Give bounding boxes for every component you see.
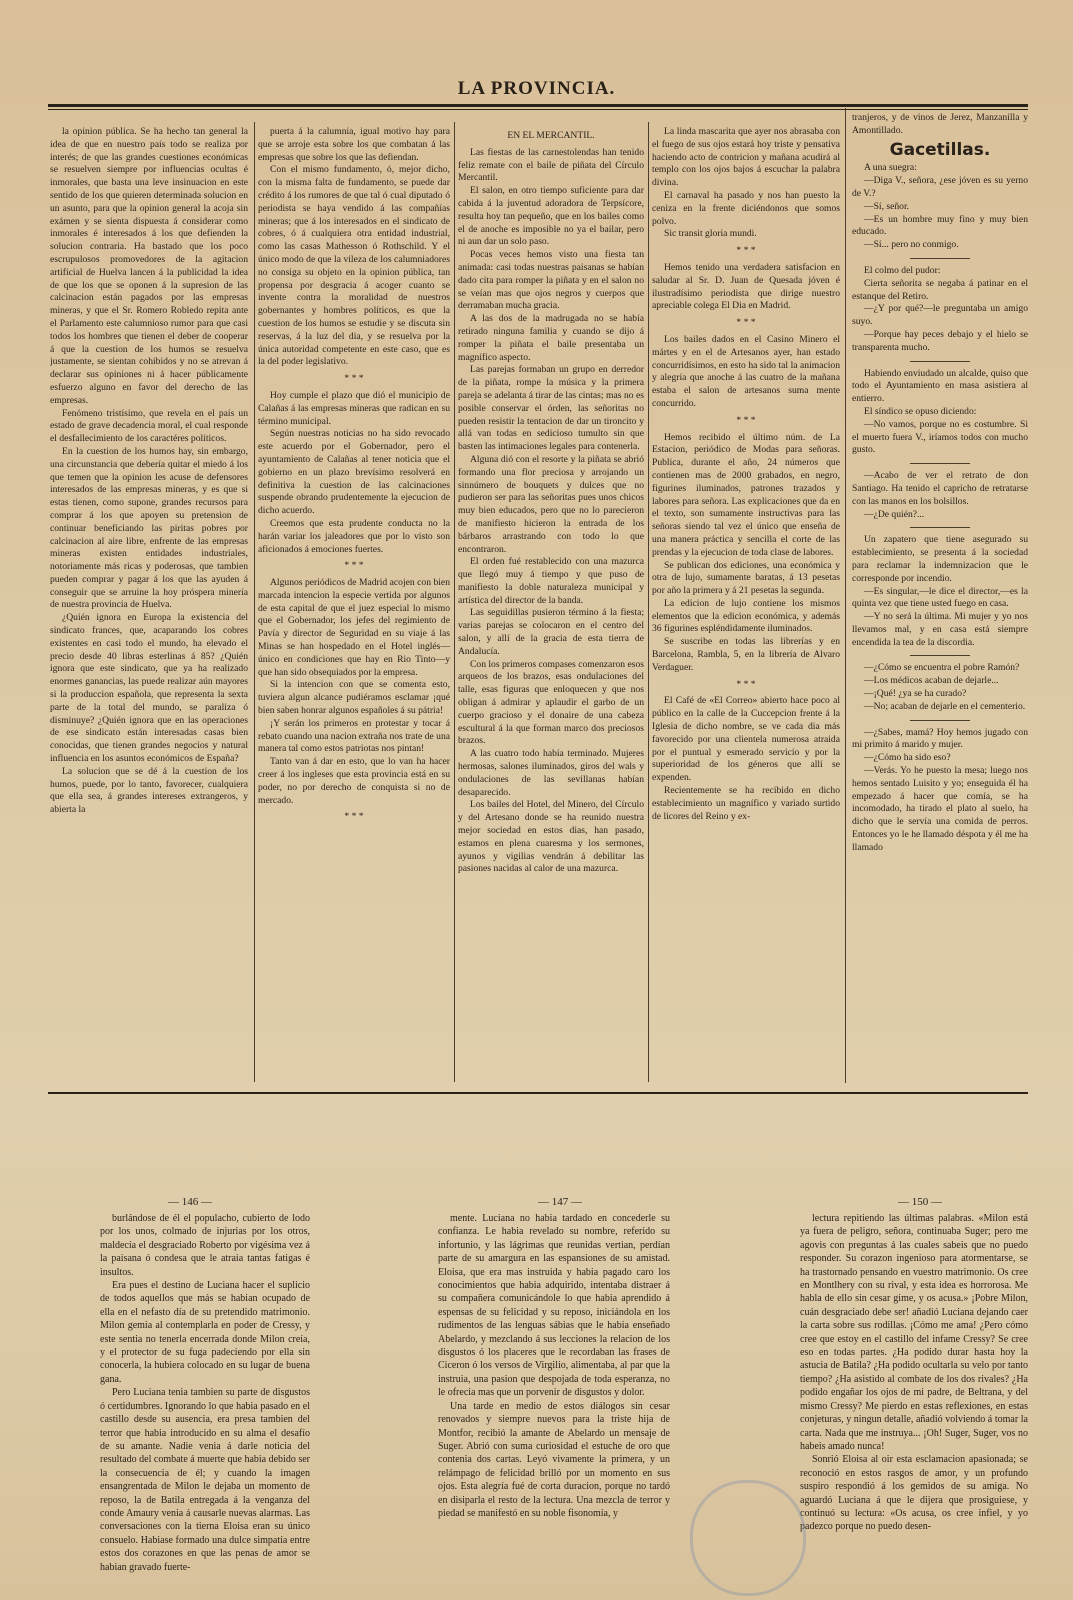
article-paragraph: puerta á la calumnia, igual motivo hay para que se arroje esta sobre los que combatan á las empresas que sobre los que las defiendan. (258, 126, 450, 163)
article-paragraph: ¡Y serán los primeros en protestar y tocar á rebato cuando una nacion extraña nos trate de una manera tal como estos patriotas nos pintan! (258, 717, 450, 755)
article-paragraph (852, 258, 1028, 259)
article-paragraph: A una suegra: (864, 162, 917, 174)
article-paragraph: El colmo del pudor: (864, 264, 941, 276)
divider-dash (910, 361, 970, 362)
column-divider (648, 122, 649, 1082)
book-page-number: — 146 — (168, 1196, 212, 1208)
article-paragraph: El salon, en otro tiempo suficiente para dar cabida á la juventud adoradora de Terpsícore, resulta hoy tan pequeño, que en los bailes como el de anoche es imposible no ya el bailar, pero ni aun dar un solo paso. (458, 185, 644, 248)
column-divider (845, 108, 846, 1083)
article-paragraph: Si la intencion con que se comenta esto, tuviera algun alcance pudiéramos esclamar ¡qué bien saben honrar algunos españoles á su pátria! (258, 679, 450, 717)
book-paragraph: Era pues el destino de Luciana hacer el suplicio de todos aquellos que más se habian ocupado de ella en el nefasto día de su pretendido matrimonio. Milon gemia al contemplarla en poder de Cressy, y este sentia no tenerla encerrada donde Milon creía, y el protector de su fuga padeciendo por ella sin conocerla, la hubiera colocado en su lugar de buena gana. (100, 1280, 310, 1385)
article-paragraph: ¿Quién ignora en Europa la existencia del sindicato frances, que, acaparando los cobres existentes en casi todo el mundo, ha elevado el precio desde 40 libras esterlinas á 85? ¿Quién ignora que este sindicato, que ya ha realizado enormes ganancias, las puede realizar aún mayores si la produccion española, que representa la sexta parte de la total del mundo, se paraliza ó disminuye? ¿Quién ignora que en las operaciones de ese sindicato están interesadas casas bien conocidas, que tienen grandes negocios y natural influencia en los asuntos económicos de España? (50, 612, 248, 765)
article-paragraph: Según nuestras noticias no ha sido revocado este acuerdo por el Gobernador, pero el ayuntamiento de Calañas al tener noticia que el gobierno en un plazo brevísimo resolverá en definitiva la cuestion de las calcinaciones suspende obrando prudentemente la ejecucion de dicho acuerdo. (258, 428, 450, 517)
article-paragraph: Se publican dos ediciones, una económica y otra de lujo, sumamente baratas, á 13 pesetas por año la primera y á 21 pesetas la segunda. (652, 559, 840, 597)
library-stamp (690, 1480, 806, 1596)
article-paragraph: la opinion pública. Se ha hecho tan general la idea de que en nuestro país todo se realiza por interés; de que las grandes cuestiones económicas se resuelven siempre por influencias ocultas é inmorales, que basta una leve insinuacion en este sentido de los que quieren determinada solucion en un asunto, para que la opinion general la acoja sin exámen y se sienta dispuesta á considerar como inmorales é interesados á los que defienden la solucion contraria. Ha bastado que los poco escrupulosos promovedores de la agitacion artificial de Huelva lancen á la publicidad la idea de que los que se oponen á la supresion de las calcinacion están pagados por las empresas mineras, y que el Sr. Romero Robledo repita ante el Parlamento este calumnioso rumor para que casi todos los hombres que tienen el deber de cooperar á que la cuestion de los humos se resuelva justamente, se sientan cohibidos y no se atrevan á declarar sus opiniones ni á hacer públicamente esfuerzo alguno en favor del derecho de las empresas. (50, 126, 248, 406)
article-paragraph: La linda mascarita que ayer nos abrasaba con el fuego de sus ojos estará hoy triste y pensativa haciendo acto de contricion y mañana acudirá al templo con los ojos bajos á escuchar la palabra divina. (652, 126, 840, 189)
gacetillas-heading: Gacetillas. (889, 139, 991, 160)
article-paragraph: Recientemente se ha recibido en dicho establecimiento un magnífico y variado surtido de licores del Reino y ex- (652, 785, 840, 822)
section-asterism: * * * (344, 373, 364, 385)
article-paragraph: El Café de «El Correo» abierto hace poco al público en la calle de la Cuccepcion frente á la Iglesia de dicho nombre, se ve cada dia más favorecido por una clientela numerosa atraida por el puntual y esmerado servicio y por la superioridad de los géneros que allí se expenden. (652, 695, 840, 784)
article-paragraph: —¿Y por qué?—le preguntaba un amigo suyo. (852, 303, 1028, 328)
article-paragraph: Alguna dió con el resorte y la piñata se abrió formando una flor preciosa y arrojando un sinnúmero de bouquets y dulces que no pudieron ser para las señoritas pues unos chicos muy bien educados, pero que no lo parecieron de manifiesto hicieron la entrada de los bárbaros arrastrando con todo lo que encontraron. (458, 453, 644, 555)
article-paragraph: Pocas veces hemos visto una fiesta tan animada: casi todas nuestras paisanas se habían dado cita para romper la piñata y en el salon no se veían mas que ojos negros y cuerpos que derramaban mucha gracia. (458, 249, 644, 312)
book-column-146 (100, 1212, 310, 1597)
article-paragraph: La solucion que se dé á la cuestion de los humos, puede, por lo tanto, favorecer, cualquiera que ella sea, á grandes intereses extrangeros, y abierta la (50, 765, 248, 816)
book-paragraph: Sonrió Eloisa al oir esta esclamacion apasionada; se reconoció en estos rasgos de amor, y un profundo suspiro respondió á los gemidos de su amiga. No aguardó Luciana á que le dijera que prosiguiese, y continuó su lectura: «Os acusa, os cree infiel, y yo padezco porque no puedo desen- (800, 1454, 1028, 1533)
article-paragraph: Hemos tenido una verdadera satisfacion en saludar al Sr. D. Juan de Quesada jóven é ilustradísimo periodista que dirige nuestro apreciable colega El Dia en Madrid. (652, 261, 840, 312)
article-paragraph: El carnaval ha pasado y nos han puesto la ceniza en la frente diciéndonos que somos polvo. (652, 189, 840, 227)
article-paragraph (852, 655, 1028, 656)
article-paragraph: Tanto van á dar en esto, que lo van ha hacer creer á los ingleses que esta provincia está en su poder, no por derecho de conquista si no de mercado. (258, 756, 450, 806)
article-paragraph: —Sí, señor. (864, 200, 910, 212)
column-divider (254, 122, 255, 1082)
article-paragraph: —¿Cómo se encuentra el pobre Ramón? (864, 662, 1020, 674)
divider-dash (910, 463, 970, 464)
article-paragraph (852, 527, 1028, 528)
section-rule (48, 1092, 1028, 1094)
article-paragraph (852, 720, 1028, 721)
article-paragraph: Se suscribe en todas las librerías y en Barcelona, Rambla, 5, en la librería de Alvaro Verdaguer. (652, 636, 840, 673)
article-paragraph: Los bailes del Hotel, del Minero, del Círculo y del Artesano donde se ha reunido nuestra mejor sociedad en estos dias, han pasado, estamos en plena cuaresma y los sermones, ayunos y vigilias vendrán á debilitar las pasiones nacidas al calor de una mazurca. (458, 799, 644, 875)
column-2 (258, 126, 450, 1086)
column-4 (652, 126, 840, 1086)
article-paragraph: Con los primeros compases comenzaron esos arqueos de los brazos, esas ondulaciones del talle, esas figuras que enloquecen y que nos obligan á admirar y aplaudir el garbo de un cuerpo gracioso y el donaire de una cabeza escultural á la que forman marco dos preciosos brazos. (458, 658, 644, 747)
gacetillas-intro: tranjeros, y de vinos de Jerez, Manzanilla y Amontillado. (852, 112, 1028, 136)
column-gacetillas (852, 112, 1028, 1087)
article-paragraph: A las cuatro todo había terminado. Mujeres hermosas, salones iluminados, giros del wals y ondulaciones de las sevillanas habían desaparecido. (458, 748, 644, 798)
article-paragraph: El orden fué restablecido con una mazurca que llegó muy á tiempo y que puso de manifiesto la doble naturaleza municipal y artística del director de la banda. (458, 556, 644, 606)
article-paragraph: Hoy cumple el plazo que dió el municipio de Calañas á las empresas mineras que radican en su término municipal. (258, 389, 450, 427)
column-1 (50, 126, 248, 1086)
divider-dash (910, 720, 970, 721)
article-paragraph: Las parejas formaban un grupo en derredor de la piñata, rompe la música y la primera pareja se adelanta á tirar de las cintas; mas no es posible conservar el órden, las señoritas no pueden resistir la tentacion de dar un tironcito y allá van todas en sedicioso tumulto sin que basten las intimaciones legales para contenerla. (458, 364, 644, 453)
book-column-150 (800, 1212, 1028, 1597)
article-paragraph: —Es un hombre muy fino y muy bien educado. (852, 213, 1028, 238)
article-paragraph: Fenómeno tristísimo, que revela en el país un estado de grave decadencia moral, el cual responde el desfallecimiento de los caractéres políticos. (50, 407, 248, 445)
article-paragraph: La edicion de lujo contiene los mismos elementos que la edicion económica, y además 36 figurines espléndidamente iluminados. (652, 597, 840, 635)
book-page-number: — 150 — (898, 1196, 942, 1208)
article-paragraph: Con el mismo fundamento, ó, mejor dicho, con la misma falta de fundamento, se puede dar crédito á los rumores de que tal ó cual diputado ó periodista se haya vendido á las compañías mineras; que á los interesados en el sindicato de cobres, ó á cualquiera otra entidad industrial, como las casas Mathesson ó Rothschild. Y el único modo de que la vileza de los calumniadores no consiga su objeto en la opinion pública, tan propensa por desgracia á acoger cuanto se invente contra la moralidad de nuestros gobernantes y hombres políticos, es que la cuestion de los humos se estudie y se discuta sin reservas, á la luz del dia, y se resuelva por la única autoridad competente en este caso, que es la del poder legislativo. (258, 164, 450, 368)
section-asterism: * * * (736, 317, 756, 329)
article-paragraph: —Sí... pero no conmigo. (864, 239, 959, 251)
book-paragraph: mente. Luciana no habia tardado en concederle su confianza. Le habia revelado su nombre, referido su infortunio, y las lágrimas que reunidas vertian, perdían parte de su amargura en las espansiones de su amistad. Eloisa, que era mas instruida y habia pagado caro los conocimientos que habia adquirido, intentaba distraer á su compañera comunicándole lo que habia aprendido á espensas de su felicidad y su reposo, iniciándola en los rudimentos de las lenguas sábias que le habia enseñado Abelardo, y mezclando á sus lecciones la relacion de los disgustos ó los placeres que le recordaban las frases de Ciceron ó los versos de Virgilio, alimentaba, al par que la instruia, una pasion que despojada de toda esperanza, no le ofrecia mas que un porvenir de disgustos y dolor. (438, 1213, 670, 1399)
article-paragraph: —Porque hay peces debajo y el hielo se transparenta mucho. (852, 328, 1028, 353)
column-divider (454, 122, 455, 1082)
book-paragraph: Una tarde en medio de estos diálogos sin cesar renovados y siempre nuevos para la triste hija de Montfor, recibió la amante de Abelardo un mensaje de Suger. Abrió con suma curiosidad el estuche de oro que contenia dos cartas. Leyó vivamente la primera, y un relámpago de felicidad brilló por un momento en sus ojos. Esta alegría fué de corta duracion, porque no tardó en disiparla el resto de la lectura. Una mezcla de terror y piedad se manifestó en su noble fisonomía, y (438, 1400, 670, 1519)
article-paragraph: Un zapatero que tiene asegurado su establecimiento, se presenta á la sociedad para reclamar la indemnizacion que le corresponde por incendio. (852, 534, 1028, 584)
article-paragraph: Las seguidillas pusieron término á la fiesta; varias parejas se colocaron en el centro del salon, y allí de la gracia de esta tierra de Andalucía. (458, 607, 644, 657)
book-column-147 (438, 1212, 670, 1597)
masthead-rule-thin (48, 109, 1028, 110)
article-paragraph: Habiendo enviudado un alcalde, quiso que todo el Ayuntamiento en masa asistiera al entierro. (852, 367, 1028, 405)
article-paragraph: —Es singular,—le dice el director,—es la quinta vez que tiene usted fuego en casa. (852, 585, 1028, 610)
article-paragraph: Los bailes dados en el Casino Minero el mártes y en el de Artesanos ayer, han estado concurridísimos, en esto ha sido tal la animacion y alegría que anoche á las cuatro de la mañana estaba el salon de artesanos suma mente concurrido. (652, 333, 840, 409)
article-paragraph: —No; acaban de dejarle en el cementerio. (864, 700, 1026, 712)
masthead-title: LA PROVINCIA. (457, 78, 616, 99)
section-asterism: * * * (344, 811, 364, 823)
article-paragraph: —Diga V., señora, ¿ese jóven es su yerno de V.? (852, 175, 1028, 199)
article-paragraph: El síndico se opuso diciendo: (864, 405, 977, 417)
masthead-rule (48, 104, 1028, 107)
article-paragraph: —Verás. Yo he puesto la mesa; luego nos hemos sentado Luisito y yo; enseguida él ha empezado á hacer que comía, se ha incomodado, ha tirado el plato al suelo, ha dicho que le servía una comida de perros. Entonces yo le he llamado déspota y él me ha llamado (852, 765, 1028, 853)
article-paragraph: —Acabo de ver el retrato de don Santiago. Ha tenido el capricho de retratarse con las manos en los bolsillos. (852, 470, 1028, 507)
divider-dash (910, 258, 970, 259)
section-asterism: * * * (736, 245, 756, 257)
book-page-number: — 147 — (538, 1196, 582, 1208)
book-paragraph: burlándose de él el populacho, cubierto de lodo por los unos, colmado de injurias por los otros, maldecía el desgraciado Roberto por vigésima vez á la paisana ó condesa que le atraia tantas fatigas é insultos. (100, 1213, 310, 1278)
article-paragraph: —Y no será la última. Mi mujer y yo nos llevamos mal, y en casa está siempre encendida la tea de la discordia. (852, 611, 1028, 648)
article-paragraph: Creemos que esta prudente conducta no la harán variar los jaleadores que por lo visto son aficionados á emociones fuertes. (258, 517, 450, 555)
section-asterism: * * * (344, 560, 364, 572)
article-paragraph: Algunos periódicos de Madrid acojen con bien marcada intencion la especie vertida por algunos de esta capital de que el juez especial lo mismo que el Gobernador, los jefes del regimiento de Pavía y director de Seguridad en su viaje á las Minas se han hospedado en el Hotel inglés—único en condiciones que hay en Rio Tinto—y que han sido obsequiados por la empresa. (258, 577, 450, 678)
article-paragraph: Las fiestas de las carnestolendas han tenido feliz remate con el baile de piñata del Círculo Mercantil. (458, 146, 644, 184)
book-paragraph: lectura repitiendo las últimas palabras. «Milon está ya fuera de peligro, señora, continuaba Suger; pero me agovis con preguntas á las cuales sabeis que no puedo responder. Su corazon ingenioso para atormentarse, se ha trastornado pensando en vuestro matrimonio. Os cree en Montlhery con su rival, y esta idea es horrorosa. Me habla de ello sin cesar gime, y os acusa.» ¡Pobre Milon, cuán desgraciado debe ser! añadió Luciana dejando caer la carta sobre sus rodillas. ¡Cómo me ama! ¿Pero cómo cree que estoy en el castillo del infame Cressy? Se cree eso en todas partes. ¿Ha podido durar hasta hoy la astucia de Batila? ¿Ha podido ocultarla su velo por tanto tiempo? ¿Ha asistido al combate de los dos rivales? ¿Ha podido engañar los ojos de mi padre, de Beltrana, y del mismo Cressy? Me pierdo en estas reflexiones, en estas conjeturas, y ningun detalle, añadió volviendo á tomar la carta. Nada que me instruya... ¡Oh! Suger, Suger, vos no habeis amado nunca! (800, 1213, 1028, 1452)
article-paragraph: A las dos de la madrugada no se había retirado ninguna familia y cuando se dijo á romper la piñata el baile presentaba un magnífico aspecto. (458, 313, 644, 363)
article-paragraph: —Los médicos acaban de dejarle... (864, 675, 999, 687)
divider-dash (910, 655, 970, 656)
article-paragraph: —¡Qué! ¿ya se ha curado? (864, 688, 967, 700)
divider-dash (910, 527, 970, 528)
article-paragraph (852, 361, 1028, 362)
column-3 (458, 126, 644, 1086)
article-paragraph (852, 463, 1028, 464)
article-paragraph: —¿Sabes, mamá? Hoy hemos jugado con mi primito á marido y mujer. (852, 726, 1028, 751)
book-paragraph: Pero Luciana tenia tambien su parte de disgustos ó certidumbres. Ignorando lo que habia pasado en el castillo desde su ausencia, era presa tambien del terror que habia introducido en su alma el desafío de su amante. Nadie venia á darle noticia del resultado del combate á muerte que habia debido ser la consecuencia de él; y cuando la imagen ensangrentada de Milon le dejaba un momento de reposo, la de Batila entregada á la venganza del conde Amaury venia á causarle nuevas alarmas. Las conversaciones con la tierna Eloisa eran su único consuelo. Habiase formado una dulce simpatía entre estos dos corazones en que las penas de amor se habian gravado fuerte- (100, 1387, 310, 1573)
article-paragraph: Hemos recibido el último núm. de La Estacion, periódico de Modas para señoras. Publica, durante el año, 24 números que contienen mas de 2000 grabados, en negro, figurines iluminados, patrones trazados y labores para señora. Las explicaciones que da en el texto, son sumamente instructivas para las señoras siendo tal vez el único que enseña de una manera práctica y sencilla el corte de las prendas y la ejecucion de toda clase de labores. (652, 431, 840, 558)
article-paragraph: En la cuestion de los humos hay, sin embargo, una circunstancia que debería quitar el miedo á los que temen que la opinion les acuse de defensores interesados de las empresas mineras, y es que si estas tienen, como supone, grandes recursos para comprar á los que apoyen su pretension de continuar beneficiando las piritas pobres por calcinacion al aire libre, enfrente de las empresas mineras existen entidades industriales, notoriamente más ricas y poderosas, que tambien pueden comprar y pagar á los que las ayuden á conseguir que se arruine la hoy próspera minería de nuestra provincia de Huelva. (50, 445, 248, 611)
article-paragraph: EN EL MERCANTIL. (507, 130, 595, 141)
section-asterism: * * * (736, 414, 756, 426)
article-paragraph: —No vamos, porque no es costumbre. Si el muerto fuera V., iríamos todos con mucho gusto. (852, 418, 1028, 456)
article-paragraph: Sic transit gloria mundi. (664, 228, 757, 240)
section-asterism: * * * (736, 678, 756, 690)
article-paragraph: —¿Cómo ha sido eso? (864, 752, 951, 764)
article-paragraph: Cierta señorita se negaba á patinar en el estanque del Retiro. (852, 277, 1028, 302)
article-paragraph: —¿De quién?... (864, 508, 925, 520)
